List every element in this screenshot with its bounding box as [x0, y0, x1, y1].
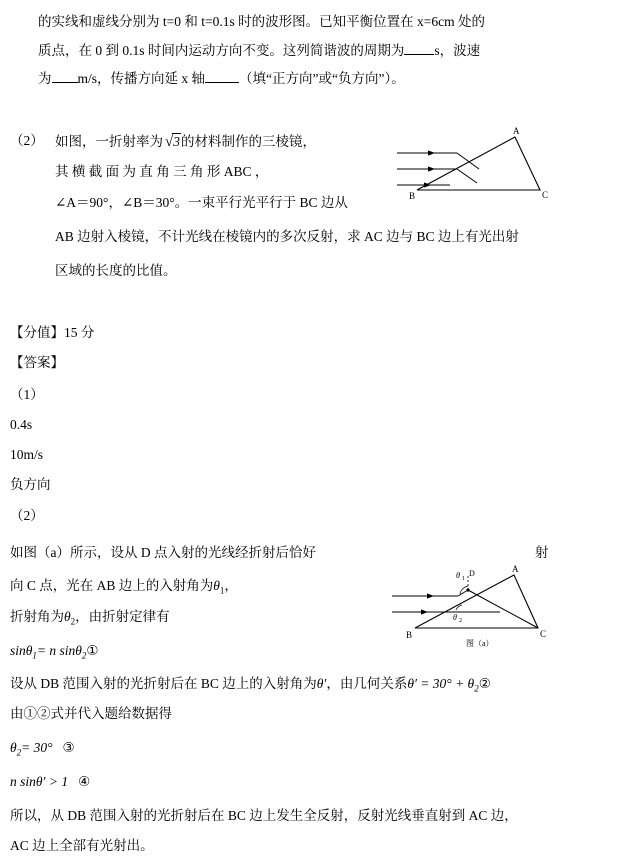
score-line: [10, 325, 94, 341]
formula-1-lhs: sinθ: [10, 643, 33, 658]
paragraph-1-line-2: [38, 42, 480, 59]
question-2-line-1-head: 如图，一折射率为: [55, 134, 163, 149]
theta-1-symbol: θ: [213, 578, 220, 593]
solution-line-7: AC 边上全部有光射出。: [10, 838, 154, 853]
question-2-line-4: AB 边射入棱镜，不计光线在棱镜内的多次反射，求 AC 边与 BC 边上有光出射: [55, 229, 519, 244]
formula-1-number: ①: [86, 643, 99, 658]
solution-line-5: 由①②式并代入题给数据得: [10, 706, 172, 721]
score-label: 【分值】: [10, 325, 64, 340]
formula-1-sub1: 1: [32, 650, 37, 661]
paragraph-1-line-3-tail: （填“正方向”或“负方向”）。: [239, 71, 405, 87]
svg-text:C: C: [542, 190, 549, 200]
solution-line-4-number: ②: [478, 676, 491, 691]
formula-3-number: ④: [78, 774, 91, 789]
formula-1-sub2: 2: [81, 650, 87, 661]
solution-line-4-head: 设从 DB 范围入射的光折射后在 BC 边上的入射角为: [10, 676, 317, 691]
svg-text:A: A: [513, 126, 520, 136]
paragraph-1-line-3: [38, 70, 405, 87]
question-2-number: （2）: [10, 133, 44, 148]
svg-text:B: B: [406, 630, 413, 640]
svg-text:图（a）: 图（a）: [466, 639, 494, 648]
paragraph-1-line-1: 的实线和虚线分别为 t=0 和 t=0.1s 时的波形图。已知平衡位置在 x=6cm 处的: [38, 14, 485, 29]
answer-item-1: （1）: [10, 387, 44, 402]
sqrt-3: √3: [165, 134, 180, 150]
solution-line-2: [10, 578, 238, 596]
svg-text:2: 2: [459, 618, 462, 624]
paragraph-1-line-3-head: 为: [38, 71, 52, 87]
paragraph-1-line-2-text: 质点，在 0 到 0.1s 时间内运动方向不变。这列简谐波的周期为: [38, 43, 405, 59]
solution-line-2-tail: ，: [224, 578, 238, 593]
svg-text:θ: θ: [456, 571, 460, 580]
solution-line-4-mid: ，由几何关系: [326, 676, 408, 691]
blank-direction: [205, 70, 239, 83]
solution-line-3: [10, 609, 170, 627]
svg-text:θ: θ: [453, 613, 457, 622]
solution-line-2-head: 向 C 点，光在 AB 边上的入射角为: [10, 578, 214, 593]
paragraph-1-line-3-mid: m/s，传播方向延 x 轴: [77, 71, 206, 87]
question-2-line-1-tail: 的材料制作的三棱镜，: [180, 134, 316, 149]
formula-2-number: ③: [62, 740, 75, 755]
answer-direction: 负方向: [10, 477, 51, 492]
theta-prime-relation-sub: 2: [474, 683, 479, 694]
formula-1-mid: = n sinθ: [36, 643, 82, 658]
formula-2: [10, 740, 75, 758]
answer-item-2: （2）: [10, 508, 44, 523]
theta-prime-relation: θ′ = 30° + θ: [407, 676, 475, 691]
theta-prime-symbol: θ′: [316, 676, 327, 691]
question-2-line-2: 其 横 截 面 为 直 角 三 角 形 ABC ，: [55, 164, 269, 179]
figure-prism-1: [395, 125, 575, 215]
formula-2-theta: θ: [10, 740, 17, 755]
formula-3: [10, 774, 90, 790]
solution-line-1-right: 射: [535, 545, 549, 560]
blank-speed: [52, 70, 78, 83]
formula-3-expr: n sinθ′ > 1: [10, 774, 69, 789]
solution-line-3-head: 折射角为: [10, 609, 64, 624]
theta-1-subscript: 1: [219, 585, 225, 596]
svg-text:1: 1: [462, 576, 465, 582]
solution-line-6: 所以，从 DB 范围入射的光折射后在 BC 边上发生全反射，反射光线垂直射到 AC 边，: [10, 808, 518, 823]
svg-text:C: C: [540, 629, 547, 639]
solution-line-1: 如图（a）所示，设从 D 点入射的光线经折射后恰好: [10, 545, 316, 560]
question-2-line-5: 区域的长度的比值。: [55, 263, 177, 278]
answer-speed: 10m/s: [10, 447, 44, 462]
figure-prism-1-svg: [395, 125, 575, 215]
paragraph-1-line-2-tail: s，波速: [434, 43, 481, 59]
formula-2-sub: 2: [16, 747, 22, 758]
figure-prism-2: [390, 560, 575, 655]
formula-1: [10, 643, 99, 661]
score-value: 15 分: [64, 325, 95, 340]
question-2-line-3: ∠A＝90°，∠B＝30°。一束平行光平行于 BC 边从: [55, 195, 348, 210]
formula-2-value: = 30°: [21, 740, 53, 755]
answer-label: 【答案】: [10, 355, 64, 370]
svg-text:B: B: [409, 191, 416, 201]
theta-2-subscript: 2: [70, 616, 76, 627]
solution-line-3-tail: ，由折射定律有: [75, 609, 170, 624]
figure-prism-2-svg: [390, 560, 575, 655]
theta-2-symbol: θ: [64, 609, 71, 624]
blank-period: [404, 42, 434, 55]
svg-text:D: D: [469, 569, 475, 578]
solution-line-4: [10, 676, 491, 694]
svg-text:A: A: [512, 564, 519, 574]
answer-period: 0.4s: [10, 417, 33, 432]
question-2-line-1: [55, 133, 316, 151]
